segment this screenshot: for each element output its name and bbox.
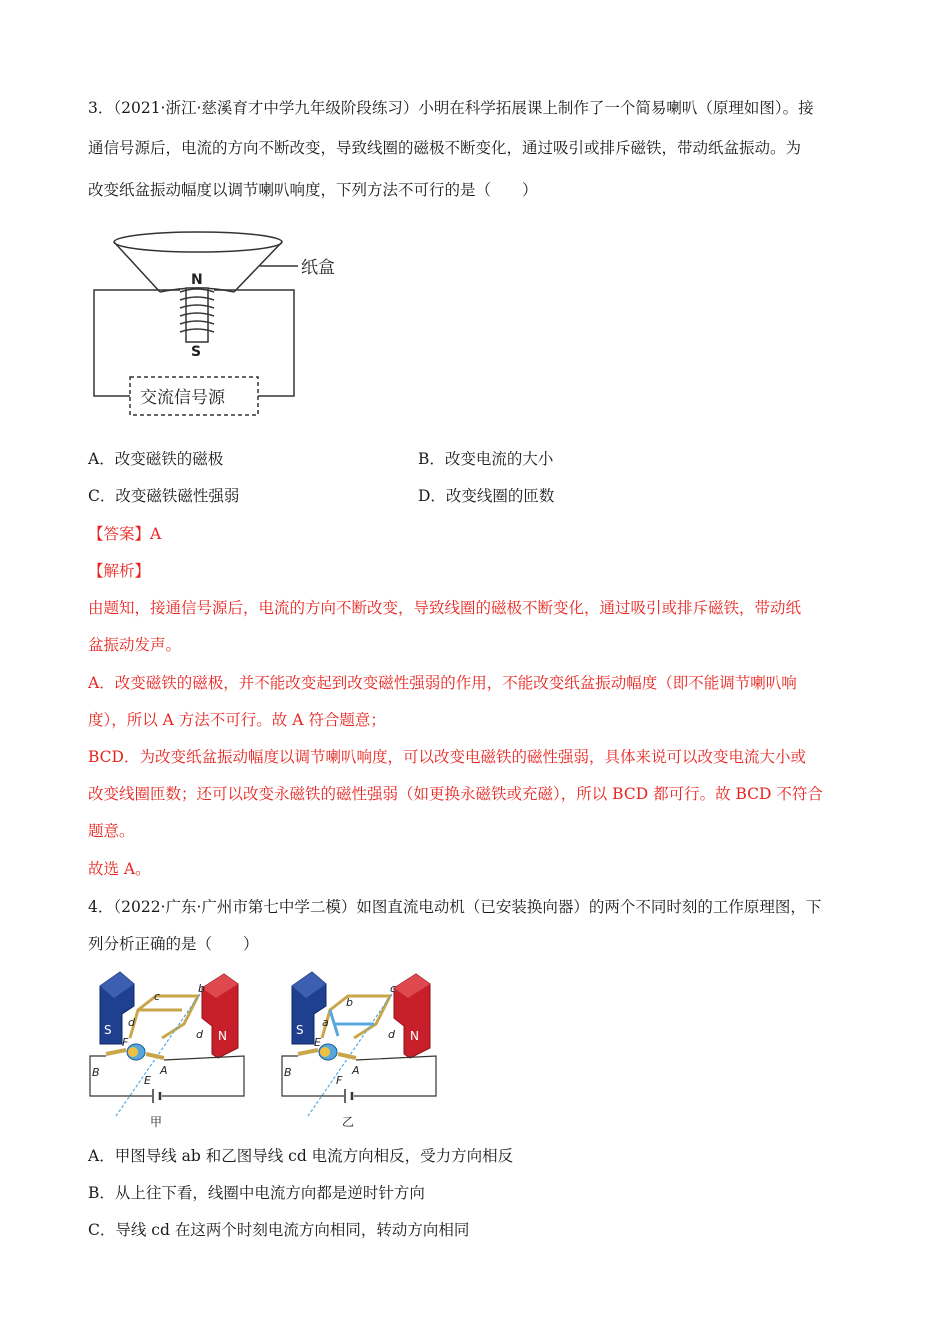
q4-option-b: B．从上往下看，线圈中电流方向都是逆时针方向	[88, 1184, 425, 1202]
motor-diagram-yi	[278, 966, 440, 1134]
magnet-s-label: S	[191, 344, 202, 360]
brush-label-b: B	[92, 1066, 100, 1079]
q4-stem-line-2: 列分析正确的是（ ）	[88, 935, 259, 953]
magnet-core	[186, 288, 208, 342]
ac-source-label: 交流信号源	[140, 388, 225, 408]
q3-option-b: B．改变电流的大小	[418, 450, 554, 468]
coil-loop-blue	[330, 1010, 374, 1036]
brush-label-a: A	[352, 1064, 360, 1077]
brush-label-f: F	[336, 1074, 343, 1087]
wire-label-d-2: d	[196, 1028, 203, 1041]
q3-analysis-line-2: 盆振动发声。	[88, 636, 182, 654]
q4-stem-line-1: 4．（2022·广东·广州市第七中学二模）如图直流电动机（已安装换向器）的两个不同时刻的工作原理图，下	[88, 898, 822, 916]
q3-stem-line-2: 通信号源后，电流的方向不断改变，导致线圈的磁极不断变化，通过吸引或排斥磁铁，带动纸盆振动。为	[88, 139, 802, 157]
q3-option-d: D．改变线圈的匝数	[418, 487, 555, 505]
q4-option-a: A．甲图导线 ab 和乙图导线 cd 电流方向相反，受力方向相反	[88, 1147, 514, 1165]
motor-diagram-jia	[86, 966, 248, 1134]
speaker-diagram	[88, 226, 368, 426]
wire-label-c: c	[154, 990, 161, 1003]
wire-label-c: c	[390, 982, 397, 995]
q3-analysis-title: 【解析】	[88, 562, 151, 580]
q3-analysis-line-4: 度），所以 A 方法不可行。故 A 符合题意；	[88, 711, 386, 729]
cone-rim	[114, 232, 282, 252]
brush-label-a: A	[160, 1064, 168, 1077]
brush-label-e: E	[144, 1074, 151, 1087]
wire-label-d-1: d	[128, 1016, 135, 1029]
s-label: S	[104, 1023, 112, 1037]
q3-analysis-line-5: BCD．为改变纸盆振动幅度以调节喇叭响度，可以改变电磁铁的磁性强弱，具体来说可以改变电流大小或	[88, 748, 806, 766]
q3-stem-line-1: 3．（2021·浙江·慈溪育才中学九年级阶段练习）小明在科学拓展课上制作了一个简易喇叭（原理如图）。接	[88, 99, 814, 117]
q3-option-a: A．改变磁铁的磁极	[88, 450, 224, 468]
brush-label-f: F	[122, 1036, 129, 1049]
q3-analysis-line-1: 由题知，接通信号源后，电流的方向不断改变，导致线圈的磁极不断变化，通过吸引或排斥磁铁，带动纸	[88, 599, 802, 617]
q3-analysis-line-7: 题意。	[88, 822, 135, 840]
wire-label-a: a	[322, 1016, 329, 1029]
n-label: N	[218, 1029, 227, 1043]
q3-analysis-line-6: 改变线圈匝数；还可以改变永磁铁的磁性强弱（如更换永磁铁或充磁），所以 BCD 都可行。故 BCD 不符合	[88, 785, 823, 803]
brush-label-e: E	[314, 1036, 321, 1049]
s-label: S	[296, 1023, 304, 1037]
caption-jia: 甲	[150, 1115, 163, 1129]
q4-option-c: C．导线 cd 在这两个时刻电流方向相同，转动方向相同	[88, 1221, 470, 1239]
paper-box-label: 纸盒	[301, 258, 335, 278]
magnet-n-label: N	[191, 272, 203, 288]
caption-yi: 乙	[342, 1115, 355, 1129]
wire-label-d: d	[388, 1028, 395, 1041]
q3-answer: 【答案】A	[88, 525, 162, 543]
q3-option-c: C．改变磁铁磁性强弱	[88, 487, 240, 505]
q3-analysis-line-3: A．改变磁铁的磁极，并不能改变起到改变磁性强弱的作用，不能改变纸盆振动幅度（即不能调节喇叭响	[88, 674, 797, 692]
q3-analysis-line-8: 故选 A。	[88, 860, 151, 878]
n-label: N	[410, 1029, 419, 1043]
brush-label-b: B	[284, 1066, 292, 1079]
wire-label-b: b	[346, 996, 353, 1009]
wire-label-b: b	[198, 982, 205, 995]
q3-stem-line-3: 改变纸盆振动幅度以调节喇叭响度，下列方法不可行的是（ ）	[88, 181, 538, 199]
coil-loop	[130, 996, 198, 1038]
